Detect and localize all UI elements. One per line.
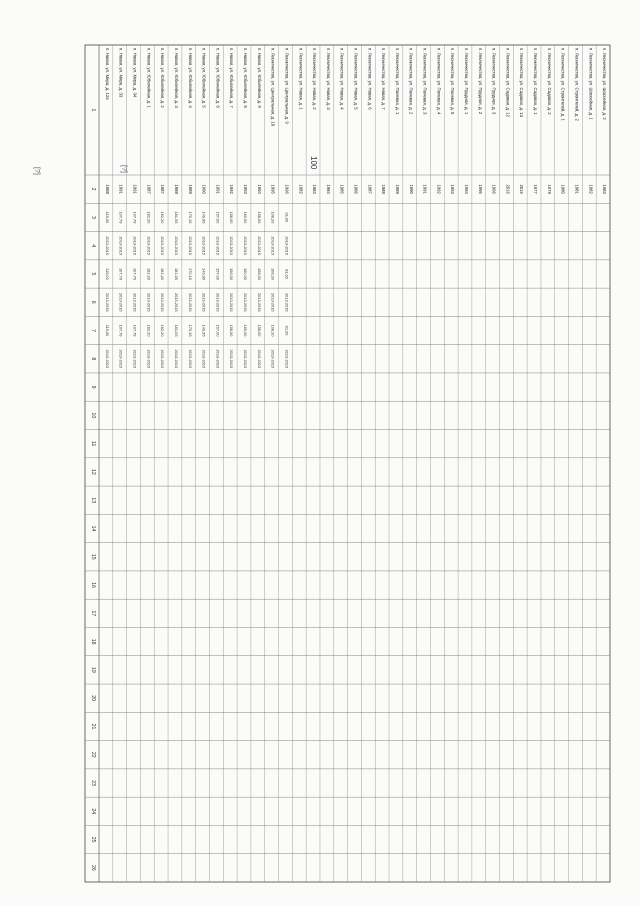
table-cell: 2013-2015: [243, 292, 249, 312]
year-cell: 1980: [560, 184, 566, 194]
year-cell: 1991: [118, 184, 124, 194]
column-number: 2: [90, 187, 96, 191]
table-cell: 158,00: [256, 211, 262, 224]
year-cell: 1996: [284, 184, 290, 194]
address-cell: п. Новая, ул. Юбилейная, д. 3: [173, 48, 179, 108]
table-row: [160, 48, 165, 368]
table-cell: 2013-2015: [215, 292, 221, 312]
table-cell: 2013-2015: [146, 349, 152, 369]
table-cell: 91,00: [284, 269, 290, 279]
table-cell: 2013-2015: [173, 236, 179, 256]
table-row: [340, 48, 345, 194]
table-cell: 119,00: [104, 324, 110, 337]
table-cell: 2013-2015: [104, 236, 110, 256]
table-cell: 107,79: [118, 211, 124, 224]
column-number: 16: [90, 582, 96, 588]
table-cell: 2013-2015: [256, 349, 262, 369]
address-cell: п. Лесничество, ул. Полевая, д. 4: [436, 48, 442, 115]
column-number: 7: [90, 329, 96, 332]
column-number: 13: [90, 497, 96, 504]
column-number: 15: [90, 553, 96, 560]
column-number: 21: [90, 723, 96, 730]
table-row: [409, 48, 414, 194]
address-cell: п. Лесничество, ул. Прудная, д. 1: [463, 48, 469, 115]
table-cell: 149,95: [201, 324, 207, 337]
table-cell: 2013-2015: [215, 349, 221, 369]
table-row: [505, 48, 510, 194]
table-cell: 107,79: [132, 211, 138, 224]
table-cell: 2013-2015: [284, 349, 290, 369]
table-cell: 182,20: [160, 211, 166, 224]
column-number: 24: [90, 808, 96, 815]
table-cell: 158,00: [229, 268, 235, 280]
year-cell: 1991: [132, 184, 138, 194]
table-cell: 108,20: [270, 268, 276, 280]
table-cell: 158,00: [229, 324, 235, 337]
table-cell: 160,00: [243, 211, 249, 224]
address-cell: п. Лесничество, ул. Садовая, д. 12: [505, 48, 511, 118]
year-cell: 1983: [312, 184, 318, 194]
year-cell: 1985: [339, 184, 345, 194]
table-row: [492, 48, 497, 194]
year-cell: 1984: [325, 184, 331, 194]
table-row: [533, 48, 538, 194]
year-cell: 1987: [146, 184, 152, 194]
address-cell: п. Новая, ул. Юбилейная, д. 1: [146, 48, 152, 108]
column-number: 12: [90, 469, 96, 475]
table-row: [423, 48, 428, 194]
table-row: [312, 48, 317, 194]
address-cell: п. Новая, ул. Мира, д. 33: [118, 48, 124, 98]
address-cell: п. Новая, ул. Юбилейная, д. 6: [215, 48, 221, 108]
year-cell: 1994: [256, 184, 262, 194]
table-cell: 181,05: [173, 324, 179, 337]
table-cell: 108,20: [270, 211, 276, 224]
table-row: [561, 48, 566, 194]
table-cell: 2013-2015: [146, 292, 152, 312]
table-row: [381, 48, 386, 194]
address-cell: п. Лесничество, ул. Полевая, д. 1: [394, 48, 400, 115]
year-cell: 1991: [215, 184, 221, 194]
table-cell: 107,79: [118, 324, 124, 337]
address-cell: п. Новая, ул. Юбилейная, д. 2: [160, 48, 166, 108]
column-number: 17: [90, 610, 96, 617]
table-cell: 91,00: [284, 212, 290, 223]
address-cell: п. Лесничество, ул. Садовая, д. 13: [519, 48, 525, 118]
year-cell: 1988: [381, 184, 387, 194]
table-cell: 2013-2015: [229, 292, 235, 312]
table-cell: 2013-2015: [118, 236, 124, 256]
table-row: [243, 48, 248, 368]
address-cell: п. Новая, ул. Мира, д. 12а: [104, 48, 110, 100]
address-cell: п. Лесничество, ул. Новая, д. 4: [339, 48, 345, 110]
table-row: [464, 48, 469, 194]
table-cell: 181,05: [173, 268, 179, 280]
table-cell: 2013-2015: [104, 292, 110, 312]
table-cell: 182,20: [146, 324, 152, 337]
year-cell: 1982: [298, 184, 304, 194]
table-cell: 2013-2015: [187, 349, 193, 369]
column-number: 20: [90, 695, 96, 702]
table-row: [354, 48, 359, 194]
table-row: [395, 48, 400, 194]
year-cell: 1977: [533, 184, 539, 194]
table-cell: 108,20: [270, 324, 276, 337]
table-row: [298, 48, 303, 194]
year-cell: 1981: [574, 184, 580, 194]
table-row: [202, 48, 207, 368]
table-cell: 2013-2015: [229, 236, 235, 256]
year-cell: 2016: [505, 184, 511, 194]
year-cell: 1988: [173, 184, 179, 194]
table-row: [188, 48, 193, 368]
table-cell: 170,15: [187, 211, 193, 224]
table-row: [602, 48, 607, 194]
column-number: 19: [90, 667, 96, 673]
table-cell: 170,15: [187, 324, 193, 337]
column-number: 4: [90, 244, 96, 248]
address-cell: п. Лесничество, ул. Полевая, д. 2: [408, 48, 414, 115]
table-cell: 107,79: [132, 324, 138, 337]
table-cell: 2013-2015: [284, 292, 290, 312]
table-cell: 157,00: [215, 324, 221, 337]
year-cell: 1979: [546, 184, 552, 194]
table-cell: 2013-2015: [229, 349, 235, 369]
table-cell: 2013-2015: [270, 292, 276, 312]
address-cell: п. Лесничество, ул. Новая, д. 6: [367, 48, 373, 110]
address-cell: п. Новая, ул. Юбилейная, д. 8: [243, 48, 249, 108]
address-cell: п. Новая, ул. Юбилейная, д. 5: [201, 48, 207, 108]
table-cell: 2013-2015: [118, 292, 124, 312]
address-cell: п. Лесничество, ул. Новая, д. 1: [298, 48, 304, 110]
table-row: [105, 48, 110, 368]
year-cell: 1986: [353, 184, 359, 194]
table-cell: 182,20: [146, 211, 152, 224]
table-cell: 182,20: [160, 268, 166, 280]
table-row: [326, 48, 331, 194]
table-cell: 2013-2015: [187, 292, 193, 312]
table-cell: 2013-2015: [284, 236, 290, 256]
table-cell: 2013-2015: [160, 349, 166, 369]
table-row: [436, 48, 441, 194]
address-cell: п. Лесничество, ул. Строителей, д. 2: [574, 48, 580, 121]
table-row: [547, 48, 552, 194]
table-cell: 2013-2015: [160, 292, 166, 312]
table-row: [284, 48, 289, 368]
address-cell: п. Новая, ул. Юбилейная, д. 7: [229, 48, 235, 108]
address-cell: п. Лесничество, ул. Центральная, д. 9: [284, 48, 290, 124]
table-cell: 149,95: [201, 268, 207, 280]
column-number: 11: [90, 440, 96, 447]
column-number: 23: [90, 780, 96, 786]
year-cell: 1995: [477, 184, 483, 194]
table-row: [146, 48, 151, 368]
table-cell: 119,00: [104, 268, 110, 280]
table-cell: 2013-2015: [132, 292, 138, 312]
year-cell: 1992: [229, 184, 235, 194]
table-cell: 2013-2015: [160, 236, 166, 256]
address-cell: п. Лесничество, ул. Прудная, д. 2: [477, 48, 483, 115]
year-cell: 1995: [270, 184, 276, 194]
address-cell: п. Лесничество, ул. Прудная, д. 3: [491, 48, 497, 115]
table-cell: 2013-2015: [243, 349, 249, 369]
table-row: [215, 48, 220, 368]
column-number: 3: [90, 215, 96, 219]
table-row: [271, 48, 276, 368]
address-cell: п. Лесничество, ул. Новая, д. 3: [325, 48, 331, 110]
table-cell: 158,00: [229, 211, 235, 224]
address-cell: п. Лесничество, ул. Новая, д. 2: [312, 48, 318, 110]
column-number: 9: [90, 385, 96, 389]
table-cell: 2013-2015: [146, 236, 152, 256]
year-cell: 1983: [602, 184, 608, 194]
table-cell: 170,15: [187, 268, 193, 280]
address-cell: п. Новая, ул. Юбилейная, д. 4: [187, 48, 193, 108]
column-number: 6: [90, 300, 96, 304]
year-cell: 1990: [201, 184, 207, 194]
table-row: [229, 48, 234, 368]
table-cell: 2013-2015: [201, 236, 207, 256]
table-row: [478, 48, 483, 194]
table-row: [367, 48, 372, 194]
table-row: [519, 48, 524, 194]
table-cell: 2013-2015: [201, 292, 207, 312]
year-cell: 1989: [394, 184, 400, 194]
address-cell: п. Новая, ул. Юбилейная, д. 9: [256, 48, 262, 108]
table-cell: 107,79: [132, 268, 138, 280]
year-cell: 1992: [436, 184, 442, 194]
table-cell: 181,05: [173, 211, 179, 224]
table-cell: 2013-2015: [201, 349, 207, 369]
column-number: 10: [90, 412, 96, 419]
column-number: 14: [90, 525, 96, 532]
table-cell: 158,00: [256, 324, 262, 337]
table-cell: 2013-2015: [243, 236, 249, 256]
table-cell: 2013-2015: [173, 292, 179, 312]
table-cell: 182,20: [146, 268, 152, 280]
table-cell: 2013-2015: [270, 349, 276, 369]
marginal-note: [?]: [120, 165, 127, 173]
table-cell: 91,00: [284, 325, 290, 336]
column-number: 25: [90, 836, 96, 843]
table-cell: 2013-2015: [270, 236, 276, 256]
table-cell: 2013-2015: [104, 349, 110, 369]
address-cell: п. Лесничество, ул. Садовая, д. 1: [533, 48, 539, 115]
address-cell: п. Лесничество, ул. Новая, д. 5: [353, 48, 359, 110]
address-cell: п. Лесничество, ул. Полевая, д. 3: [422, 48, 428, 115]
table-cell: 2013-2015: [215, 236, 221, 256]
marginal-note: [?]: [33, 167, 40, 175]
column-number: 5: [90, 272, 96, 276]
year-cell: 1990: [408, 184, 414, 194]
address-cell: п. Лесничество, ул. Шоссейная, д. 1: [588, 48, 594, 120]
table-cell: 157,00: [215, 211, 221, 224]
address-cell: п. Лесничество, ул. Новая, д. 7: [381, 48, 387, 110]
address-cell: п. Новая, ул. Мира, д. 34: [132, 48, 138, 98]
table-row: [174, 48, 179, 368]
column-number: 18: [90, 638, 96, 645]
table-cell: 182,20: [160, 324, 166, 337]
column-number: 26: [90, 864, 96, 871]
table-cell: 2013-2015: [132, 349, 138, 369]
address-cell: п. Лесничество, ул. Центральная, д. 10: [270, 48, 276, 127]
address-cell: п. Лесничество, ул. Садовая, д. 2: [546, 48, 552, 115]
table-row: [257, 48, 262, 368]
year-cell: 1989: [187, 184, 193, 194]
table-row: [574, 48, 579, 194]
table-cell: 149,95: [201, 211, 207, 224]
table-cell: 2013-2015: [132, 236, 138, 256]
table-cell: 2013-2015: [118, 349, 124, 369]
column-number: 1: [90, 108, 96, 112]
table-cell: 119,00: [104, 211, 110, 224]
table-cell: 160,00: [243, 324, 249, 337]
table-cell: 157,00: [215, 268, 221, 280]
address-cell: п. Лесничество, ул. Шоссейная, д. 2: [602, 48, 608, 120]
year-cell: 1987: [367, 184, 373, 194]
year-cell: 1996: [491, 184, 497, 194]
table-cell: 158,00: [256, 268, 262, 280]
year-cell: 1988: [104, 184, 110, 194]
year-cell: 1987: [160, 184, 166, 194]
year-cell: 1994: [463, 184, 469, 194]
table-row: [450, 48, 455, 194]
column-number: 8: [90, 357, 96, 361]
table-cell: 2013-2015: [256, 292, 262, 312]
table-row: [588, 48, 593, 194]
page-number: 100: [309, 156, 318, 170]
year-cell: 1991: [422, 184, 428, 194]
address-cell: п. Лесничество, ул. Строителей, д. 1: [560, 48, 566, 121]
year-cell: 2016: [519, 184, 525, 194]
column-number: 22: [90, 751, 96, 758]
table-cell: 2013-2015: [187, 236, 193, 256]
table-row: [133, 48, 138, 368]
year-cell: 1993: [243, 184, 249, 194]
address-cell: п. Лесничество, ул. Полевая, д. 5: [450, 48, 456, 115]
table-cell: 2013-2015: [173, 349, 179, 369]
year-cell: 1993: [450, 184, 456, 194]
table-cell: 107,79: [118, 268, 124, 280]
table-row: [119, 48, 124, 368]
year-cell: 1982: [588, 184, 594, 194]
table-cell: 160,00: [243, 268, 249, 280]
table-cell: 2013-2015: [256, 236, 262, 256]
